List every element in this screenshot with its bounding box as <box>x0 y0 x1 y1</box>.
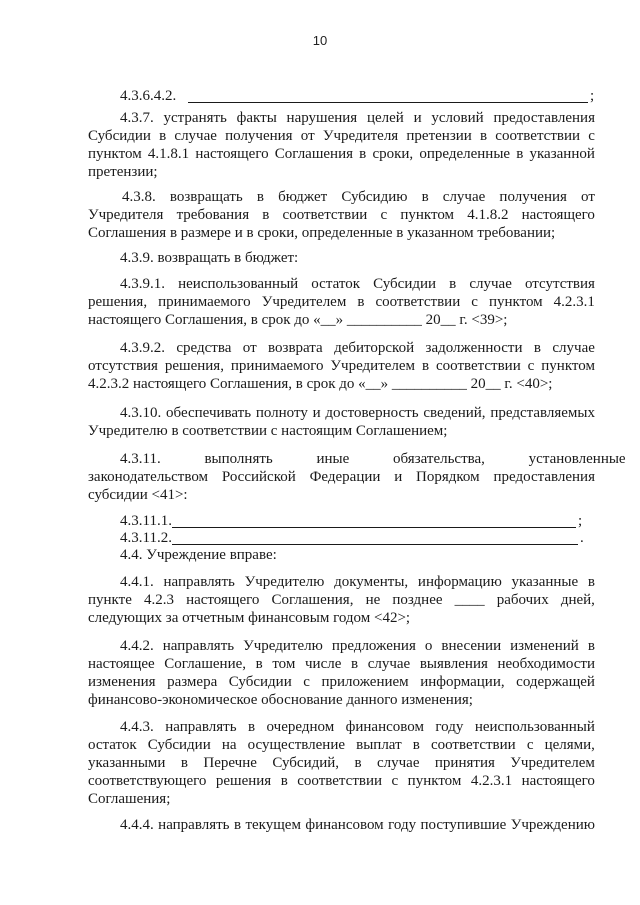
item-4-4-1-line-2: пункте 4.2.3 настоящего Соглашения, не позднее ____ рабочих дней, <box>88 592 595 608</box>
fill-in-line <box>172 527 576 528</box>
word: Учредителя <box>322 128 399 144</box>
word: информации, <box>420 674 505 690</box>
item-4-3-8-line-2: Учредителя требования в соответствии с пунктом 4.1.8.2 настоящего <box>88 207 595 223</box>
item-4-3-11-1-label: 4.3.11.1. <box>120 513 172 529</box>
word: пунктом <box>541 358 595 374</box>
word: возврата <box>268 340 323 356</box>
word: изменений <box>510 638 579 654</box>
word: решения <box>215 773 272 789</box>
word: указанные <box>511 574 579 590</box>
word: от <box>242 340 257 356</box>
word: и <box>312 405 321 421</box>
word: Соглашения, <box>271 592 354 608</box>
word: 4.2.3.1 <box>470 773 513 789</box>
word: направлять <box>163 574 235 590</box>
word: достоверность <box>325 405 419 421</box>
word: соответствии <box>430 737 516 753</box>
item-4-3-9-1-line-3: настоящего Соглашения, в срок до «__» __________ 20__ г. <39>; <box>88 312 508 328</box>
word: неиспользованный <box>178 276 299 292</box>
word: настоящего <box>186 592 260 608</box>
word: Субсидии <box>147 737 211 753</box>
word: Субсидию <box>341 189 408 205</box>
word: соответствии <box>495 128 581 144</box>
word: документы, <box>334 574 409 590</box>
word: требования <box>176 207 250 223</box>
item-4-3-11-line-1: 4.3.11. выполнять иные обязательства, установленные <box>120 451 626 467</box>
item-4-3-9-1-line-2: решения, принимаемого Учредителем в соответствии с пунктом 4.2.3.1 <box>88 294 595 310</box>
word: внесении <box>441 638 502 654</box>
word: сроки, <box>372 146 414 162</box>
word: в <box>233 817 242 833</box>
word: в <box>248 719 256 735</box>
word: приложением <box>321 674 409 690</box>
word: Учредителем <box>510 755 595 771</box>
word: Российской <box>221 469 296 485</box>
word: позднее <box>392 592 443 608</box>
word: и <box>413 110 422 126</box>
word: настоящего <box>195 146 269 162</box>
word: указанной <box>529 146 595 162</box>
item-4-4-2-line-2: настоящее Соглашение, в том числе в случае выявления необходимости <box>88 656 595 672</box>
word: в <box>449 276 457 292</box>
word: Учреждению <box>510 817 595 833</box>
word: Соглашения <box>274 146 353 162</box>
word: и <box>394 469 403 485</box>
item-4-3-6-4-2-label: 4.3.6.4.2. <box>120 88 177 104</box>
word: Учредителем <box>330 358 416 374</box>
word: неиспользованный <box>474 719 595 735</box>
word: дней, <box>560 592 595 608</box>
item-4-4-2-line-1: 4.4.2. направлять Учредителю предложения о внесении изменений в <box>120 638 595 654</box>
word: с <box>303 674 310 690</box>
word: Перечне <box>203 755 257 771</box>
item-4-4-1-line-1: 4.4.1. направлять Учредителю документы, информацию указанные в <box>120 574 595 590</box>
word: в <box>159 128 167 144</box>
word: отсутствия <box>524 276 595 292</box>
item-4-3-9: 4.3.9. возвращать в бюджет: <box>120 250 299 266</box>
word: целей <box>366 110 404 126</box>
word: получения <box>499 189 567 205</box>
word: числе <box>305 656 342 672</box>
word: предоставления <box>493 110 595 126</box>
word: соответствии <box>297 773 383 789</box>
word: Учредителю <box>244 574 325 590</box>
item-4-3-7-line-3: пунктом 4.1.8.1 настоящего Соглашения в сроки, определенные в указанной <box>88 146 595 162</box>
word: полноту <box>255 405 308 421</box>
word: от <box>300 128 315 144</box>
word: в <box>357 294 365 310</box>
item-4-3-9-2-line-2: отсутствия решения, принимаемого Учредителем в соответствии с пунктом <box>88 358 595 374</box>
word: нарушения <box>286 110 358 126</box>
item-4-3-7-line-2: Субсидии в случае получения от Учредителя претензии в соответствии с <box>88 128 595 144</box>
word: в <box>421 358 430 374</box>
word: направлять <box>165 719 237 735</box>
word: Порядком <box>416 469 480 485</box>
word: соответствии <box>282 207 368 223</box>
word: 4.2.3.1 <box>553 294 595 310</box>
item-4-4-2-line-3: изменения размера Субсидии с приложением информации, содержащей <box>88 674 595 690</box>
word: 4.1.8.1 <box>147 146 190 162</box>
word: сведений, <box>423 405 486 421</box>
word: факты <box>236 110 277 126</box>
word: остаток <box>311 276 360 292</box>
word: с <box>526 737 534 753</box>
fill-in-line <box>188 102 588 103</box>
word: Федерации <box>309 469 381 485</box>
word: 4.1.8.2 <box>467 207 509 223</box>
word: поступившие <box>420 817 507 833</box>
word: целями, <box>544 737 595 753</box>
word: принятия <box>434 755 495 771</box>
word: очередном <box>266 719 335 735</box>
item-4-4-2-line-4: финансово-экономическое обоснование данного изменения; <box>88 692 473 708</box>
item-4-3-6-4-2-end: ; <box>590 88 595 104</box>
word: случае <box>376 755 420 771</box>
word: не <box>365 592 381 608</box>
word: в <box>516 146 524 162</box>
word: в <box>280 773 288 789</box>
word: с <box>471 294 478 310</box>
word: в <box>533 340 541 356</box>
word: необходимости <box>497 656 595 672</box>
word: получения <box>225 128 293 144</box>
word: в <box>354 755 362 771</box>
word: финансовом <box>345 719 424 735</box>
page-number: 10 <box>312 33 328 48</box>
word: случае <box>367 656 411 672</box>
word: 4.2.3 <box>143 592 174 608</box>
word: финансовом <box>305 817 384 833</box>
word: о <box>424 638 433 654</box>
word: осуществление <box>247 737 346 753</box>
word: случае <box>174 128 217 144</box>
word: направлять <box>158 817 230 833</box>
word: задолженности <box>425 340 523 356</box>
item-4-3-8-line-3: Соглашения в размере и в сроки, определенные в указанном требовании; <box>88 225 556 241</box>
word: с <box>391 773 399 789</box>
word: в <box>412 737 420 753</box>
word: в <box>480 128 488 144</box>
word: в <box>255 656 263 672</box>
word: настоящего <box>521 207 595 223</box>
item-4-4-4-line-1: 4.4.4. направлять в текущем финансовом году поступившие Учреждению <box>120 817 595 833</box>
word: условий <box>431 110 484 126</box>
word: пунктом <box>488 294 543 310</box>
word: обеспечивать <box>166 405 252 421</box>
item-4-3-11-2-end: . <box>580 530 584 546</box>
word: с <box>380 207 388 223</box>
item-4-3-7-line-4: претензии; <box>88 164 158 180</box>
word: настоящего <box>521 773 595 789</box>
word: в <box>180 755 188 771</box>
word: от <box>581 189 595 205</box>
item-4-3-10-line-1: 4.3.10. обеспечивать полноту и достоверность сведений, представляемых <box>120 405 595 421</box>
item-4-3-11-2-label: 4.3.11.2. <box>120 530 172 546</box>
item-4-4-3-line-3: указанными в Перечне Субсидий, в случае принятия Учредителем <box>88 755 595 771</box>
word: содержащей <box>516 674 595 690</box>
item-4-3-11-line-2: законодательством Российской Федерации и Порядком предоставления <box>88 469 595 485</box>
word: Учредителем <box>261 294 347 310</box>
word: году <box>435 719 464 735</box>
word: соответствии <box>435 358 521 374</box>
word: в <box>421 189 429 205</box>
item-4-4-3-line-2: остаток Субсидии на осуществление выплат в соответствии с целями, <box>88 737 595 753</box>
item-4-4-3-line-1: 4.4.3. направлять в очередном финансовом году неиспользованный <box>120 719 595 735</box>
word: пунктом <box>400 207 455 223</box>
word: с <box>527 358 535 374</box>
word: Учредителю <box>243 638 323 654</box>
word: выявления <box>419 656 488 672</box>
word: в <box>587 638 595 654</box>
word: в <box>587 574 595 590</box>
word: принимаемого <box>158 294 251 310</box>
word: решения, <box>164 358 224 374</box>
item-4-3-11-1-end: ; <box>578 513 583 529</box>
word: Субсидии <box>228 674 292 690</box>
word: представляемых <box>490 405 595 421</box>
word: Субсидий, <box>272 755 340 771</box>
word: претензии <box>406 128 472 144</box>
item-4-3-9-2-line-1: 4.3.9.2. средства от возврата дебиторской задолженности в случае <box>120 340 595 356</box>
word: рабочих <box>496 592 549 608</box>
item-4-3-9-1-line-1: 4.3.9.1. неиспользованный остаток Субсидии в случае отсутствия <box>120 276 595 292</box>
word: дебиторской <box>334 340 415 356</box>
word: случае <box>469 276 512 292</box>
word: определенные <box>419 146 511 162</box>
item-4-4-3-line-5: Соглашения; <box>88 791 171 807</box>
word: выплат <box>356 737 402 753</box>
word: в <box>262 207 270 223</box>
word: средства <box>176 340 232 356</box>
word: информацию <box>417 574 502 590</box>
word: в <box>351 656 359 672</box>
item-4-4: 4.4. Учреждение вправе: <box>120 547 277 563</box>
fill-in-line <box>172 544 578 545</box>
word: том <box>272 656 296 672</box>
word: пунктом <box>407 773 462 789</box>
item-4-3-10-line-2: Учредителю в соответствии с настоящим Соглашением; <box>88 423 448 439</box>
word: ____ <box>454 592 485 608</box>
word: текущем <box>245 817 301 833</box>
item-4-3-7-line-1: 4.3.7. устранять факты нарушения целей и условий предоставления <box>120 110 595 126</box>
word: размера <box>167 674 218 690</box>
word: принимаемого <box>230 358 324 374</box>
item-4-3-9-2-line-3: 4.2.3.2 настоящего Соглашения, в срок до «__» __________ 20__ г. <40>; <box>88 376 553 392</box>
word: направлять <box>162 638 235 654</box>
word: предоставления <box>493 469 595 485</box>
word: устранять <box>163 110 227 126</box>
word: Субсидии <box>373 276 437 292</box>
word: случае <box>442 189 486 205</box>
item-4-3-11-line-3: субсидии <41>: <box>88 487 188 503</box>
word: соответствии <box>375 294 461 310</box>
word: в <box>256 189 264 205</box>
item-4-4-1-line-3: следующих за отчетным финансовым годом <42>; <box>88 610 411 626</box>
word: Соглашение, <box>164 656 247 672</box>
word: с <box>588 128 595 144</box>
word: на <box>221 737 237 753</box>
word: в <box>359 146 367 162</box>
word: возвращать <box>169 189 243 205</box>
item-4-3-8-line-1: 4.3.8. возвращать в бюджет Субсидию в случае получения от <box>122 189 595 205</box>
word: случае <box>552 340 595 356</box>
word: предложения <box>331 638 416 654</box>
word: году <box>388 817 417 833</box>
item-4-4-3-line-4: соответствующего решения в соответствии с пунктом 4.2.3.1 настоящего <box>88 773 595 789</box>
word: бюджет <box>278 189 328 205</box>
